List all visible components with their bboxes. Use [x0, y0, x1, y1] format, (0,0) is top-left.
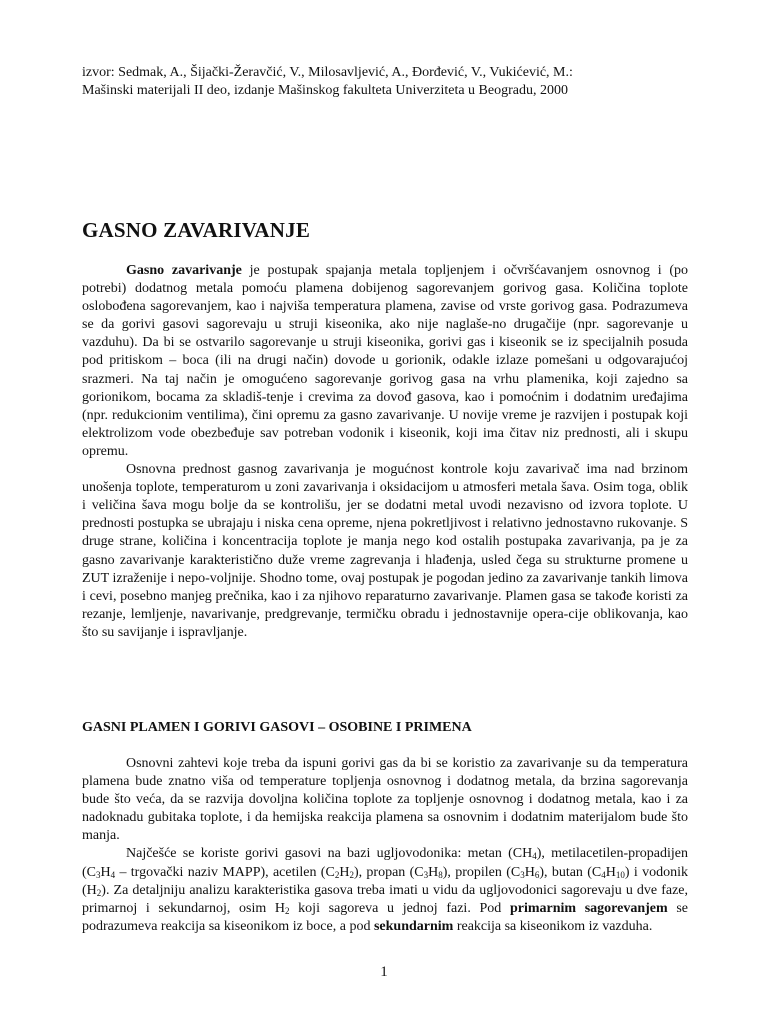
definition-text: je postupak spajanja metala topljenjem i očvršćavanjem osnovnog i (po potrebi) dodatnog metala pomoću plamena dobijenog sagorevanjem gorivog gasa. Količina toplote oslobođena sagorevanjem, kao i najviša temperatura plamena, zavise od vrste gorivog gasa. Podrazumeva se da gorivi gasovi sagorevaju u struji kiseonika, ako nije naglaše-no drugačije (npr. sagorevanje u vazduhu). Da bi se ostvarilo sagorevanje u struji kiseonika, gorivi gas i kiseonik se iz specijalnih posuda pod pritiskom – boca (ili na drugi način) dovode u gorionik, odakle izlaze pomešani u odgovarajućoj srazmeri. Na taj način je omogućeno sagorevanje gorivog gasa na vrhu plamenika, koji zajedno sa gorionikom, bocama za skladiš-tenje i crevima za dovođ gasova, kao i pomoćnim i dodatnim uređajima (npr. redukcionim ventilima), čini opremu za gasno zavarivanje. U novije vreme je razvijen i postupak koji elektrolizom vode obezbeđuje sav potreban vodonik i kiseonik, koji ima čitav niz prednosti, ali i skupu opremu. [82, 263, 689, 459]
text-run: H [100, 864, 111, 880]
text-run: H [428, 864, 439, 880]
text-run: Najčešće se koriste gorivi gasovi na bazi ugljovodonika: metan (CH [126, 846, 533, 862]
source-citation [82, 64, 692, 100]
text-run: ). Za detaljniju analizu karakteristika gasova treba imati u vidu da ugljovodonici sagorevaju u dve faze, primarnoj i sekundarnoj, osim H [82, 882, 688, 916]
text-run: koji sagoreva u jednoj fazi. Pod [289, 900, 510, 916]
paragraph-requirements: Osnovni zahtevi koje treba da ispuni gorivi gas da bi se koristio za zavarivanje su da temperatura plamena bude znatno viša od temperature topljenja osnovnog i dodatnog metala, da brzina sagorevanja bude što veća, da se razvija dovoljna količina toplote za topljenje osnovnog i dodatnog metala, kao i za nadoknadu gubitaka toplote, i da hemijska reakcija plamena sa osnovnim i dodatnim materijalom bude što manja. [82, 756, 688, 844]
section-intro [82, 262, 688, 642]
text-run: se podrazumeva reakcija sa kiseonikom iz boce, a pod [82, 900, 688, 934]
subscript: 2 [349, 869, 354, 880]
subscript: 2 [334, 869, 340, 880]
page-number: 1 [380, 964, 388, 980]
source-line-1: izvor: Sedmak, A., Šijački-Žeravčić, V., Milosavljević, A., Đorđević, V., Vukićević, M.: [82, 65, 573, 80]
text-run: ), metilacetilen-propadijen (C [82, 846, 688, 880]
text-run: H [339, 864, 350, 880]
text-run: ), butan (C [539, 864, 602, 880]
paragraph-definition [82, 262, 688, 461]
section-heading: GASNI PLAMEN I GORIVI GASOVI – OSOBINE I PRIMENA [82, 720, 472, 735]
page-title: GASNO ZAVARIVANJE [82, 218, 311, 242]
text-run: H [524, 864, 535, 880]
section-flame-gases [82, 755, 688, 936]
subscript: 3 [96, 869, 101, 880]
subscript: 4 [601, 869, 606, 880]
subscript: 6 [534, 869, 540, 880]
text-run: ), propilen (C [442, 864, 521, 880]
term-secondary-combustion: sekundarnim [373, 918, 454, 934]
text-run: ), propan (C [353, 864, 424, 880]
subscript: 3 [423, 869, 429, 880]
paragraph-advantages: Osnovna prednost gasnog zavarivanja je mogućnost kontrole koju zavarivač ima nad brzinom unošenja toplote, temperaturom u zoni zavarivanja i oksidacijom u atmosferi metala šava. Osim toga, oblik i veličina šava mogu bolje da se kontrolišu, jer se dodatni metal uvodi nezavisno od izvora toplote. U prednosti postupka se ubrajaju i niska cena opreme, njena pokretljivost i relativno jednostavno rukovanje. S druge strane, količina i koncentracija toplote je manja nego kod ostalih postupaka zavarivanja, pa je za gasno zavarivanje karakteristično duže vreme zagrevanja i hlađenja, usled čega su strukturne promene u ZUT izraženije i nepo-voljnije. Shodno tome, ovaj postupak je pogodan jedino za zavarivanje tankih limova i cevi, posebno manjeg prečnika, kao i za njihovo reparaturno zavarivanje. Plamen gasa se takođe koristi za rezanje, lemljenje, navarivanje, predgrevanje, termičku obradu i jednostavnije opera-cije oblikovanja, kao što su savijanje i ispravljanje. [82, 462, 688, 640]
text-run: – trgovački naziv MAPP), acetilen (C [115, 864, 335, 880]
subscript: 2 [96, 887, 102, 898]
subscript: 10 [615, 869, 625, 880]
source-line-2: Mašinski materijali II deo, izdanje Mašinskog fakulteta Univerziteta u Beogradu, 2000 [82, 83, 568, 98]
term-gasno-zavarivanje: Gasno zavarivanje [126, 263, 242, 278]
term-primary-combustion: primarnim sagorevanjem [509, 900, 668, 916]
text-run: reakcija sa kiseonikom iz vazduha. [453, 918, 653, 934]
text-run: ) i vodonik (H [82, 864, 688, 898]
subscript: 2 [285, 905, 290, 916]
subscript: 4 [532, 851, 537, 862]
subscript: 4 [110, 869, 116, 880]
subscript: 8 [438, 869, 443, 880]
subscript: 3 [520, 869, 525, 880]
text-run: H [605, 864, 616, 880]
paragraph-fuel-gases [82, 845, 688, 935]
